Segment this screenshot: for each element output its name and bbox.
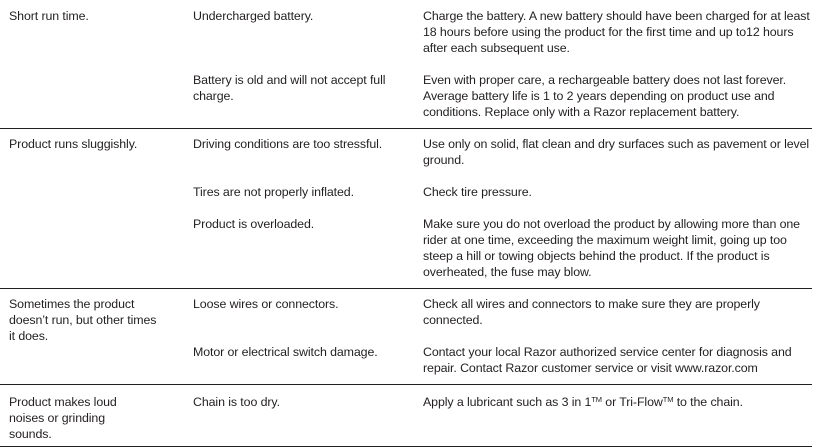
cause-text: Tires are not properly inflated. — [193, 185, 354, 199]
row-divider — [0, 384, 812, 385]
row-divider — [0, 288, 812, 289]
bottom-rule — [0, 446, 812, 447]
problem-text: Product runs sluggishly. — [9, 137, 138, 151]
solution-text: Use only on solid, flat clean and dry surfaces such as pavement or level ground. — [423, 137, 810, 167]
solution-text: Even with proper care, a rechargeable battery does not last forever. Average battery life is 1 to 2 years depending on product use and conditions. Replace only with a Razor replacement battery. — [423, 73, 787, 119]
problem-text: Sometimes the product doesn’t run, but other times it does. — [9, 297, 157, 343]
solution-text — [423, 394, 813, 410]
cause-text: Loose wires or connectors. — [193, 297, 339, 311]
solution-text-middle: or Tri-Flow — [601, 395, 663, 409]
problem-text: Short run time. — [9, 9, 89, 23]
cause-text: Driving conditions are too stressful. — [193, 137, 383, 151]
solution-text-lead: Apply a lubricant such as 3 in 1 — [423, 395, 592, 409]
cause-text: Product is overloaded. — [193, 217, 315, 231]
problem-text: Product makes loud noises or grinding sounds. — [9, 395, 117, 441]
cause-text: Chain is too dry. — [193, 395, 280, 409]
row-divider — [0, 128, 812, 129]
cause-text: Undercharged battery. — [193, 9, 314, 23]
solution-text: Charge the battery. A new battery should have been charged for at least 18 hours before using the product for the first time and up to12 hours after each subsequent use. — [423, 9, 810, 55]
trademark-mark: TM — [662, 395, 674, 404]
solution-text: Contact your local Razor authorized service center for diagnosis and repair. Contact Razor customer service or visit www.razor.com — [423, 345, 792, 375]
solution-text-tail: to the chain. — [673, 395, 743, 409]
solution-text: Check tire pressure. — [423, 185, 532, 199]
solution-text: Check all wires and connectors to make sure they are properly connected. — [423, 297, 760, 327]
cause-text: Motor or electrical switch damage. — [193, 345, 378, 359]
cause-text: Battery is old and will not accept full charge. — [193, 73, 386, 103]
trademark-mark: TM — [591, 395, 602, 404]
solution-text: Make sure you do not overload the product by allowing more than one rider at one time, exceeding the maximum weight limit, going up too steep a hill or towing objects behind the product. If the product is overheated, the fuse may blow. — [423, 217, 800, 279]
